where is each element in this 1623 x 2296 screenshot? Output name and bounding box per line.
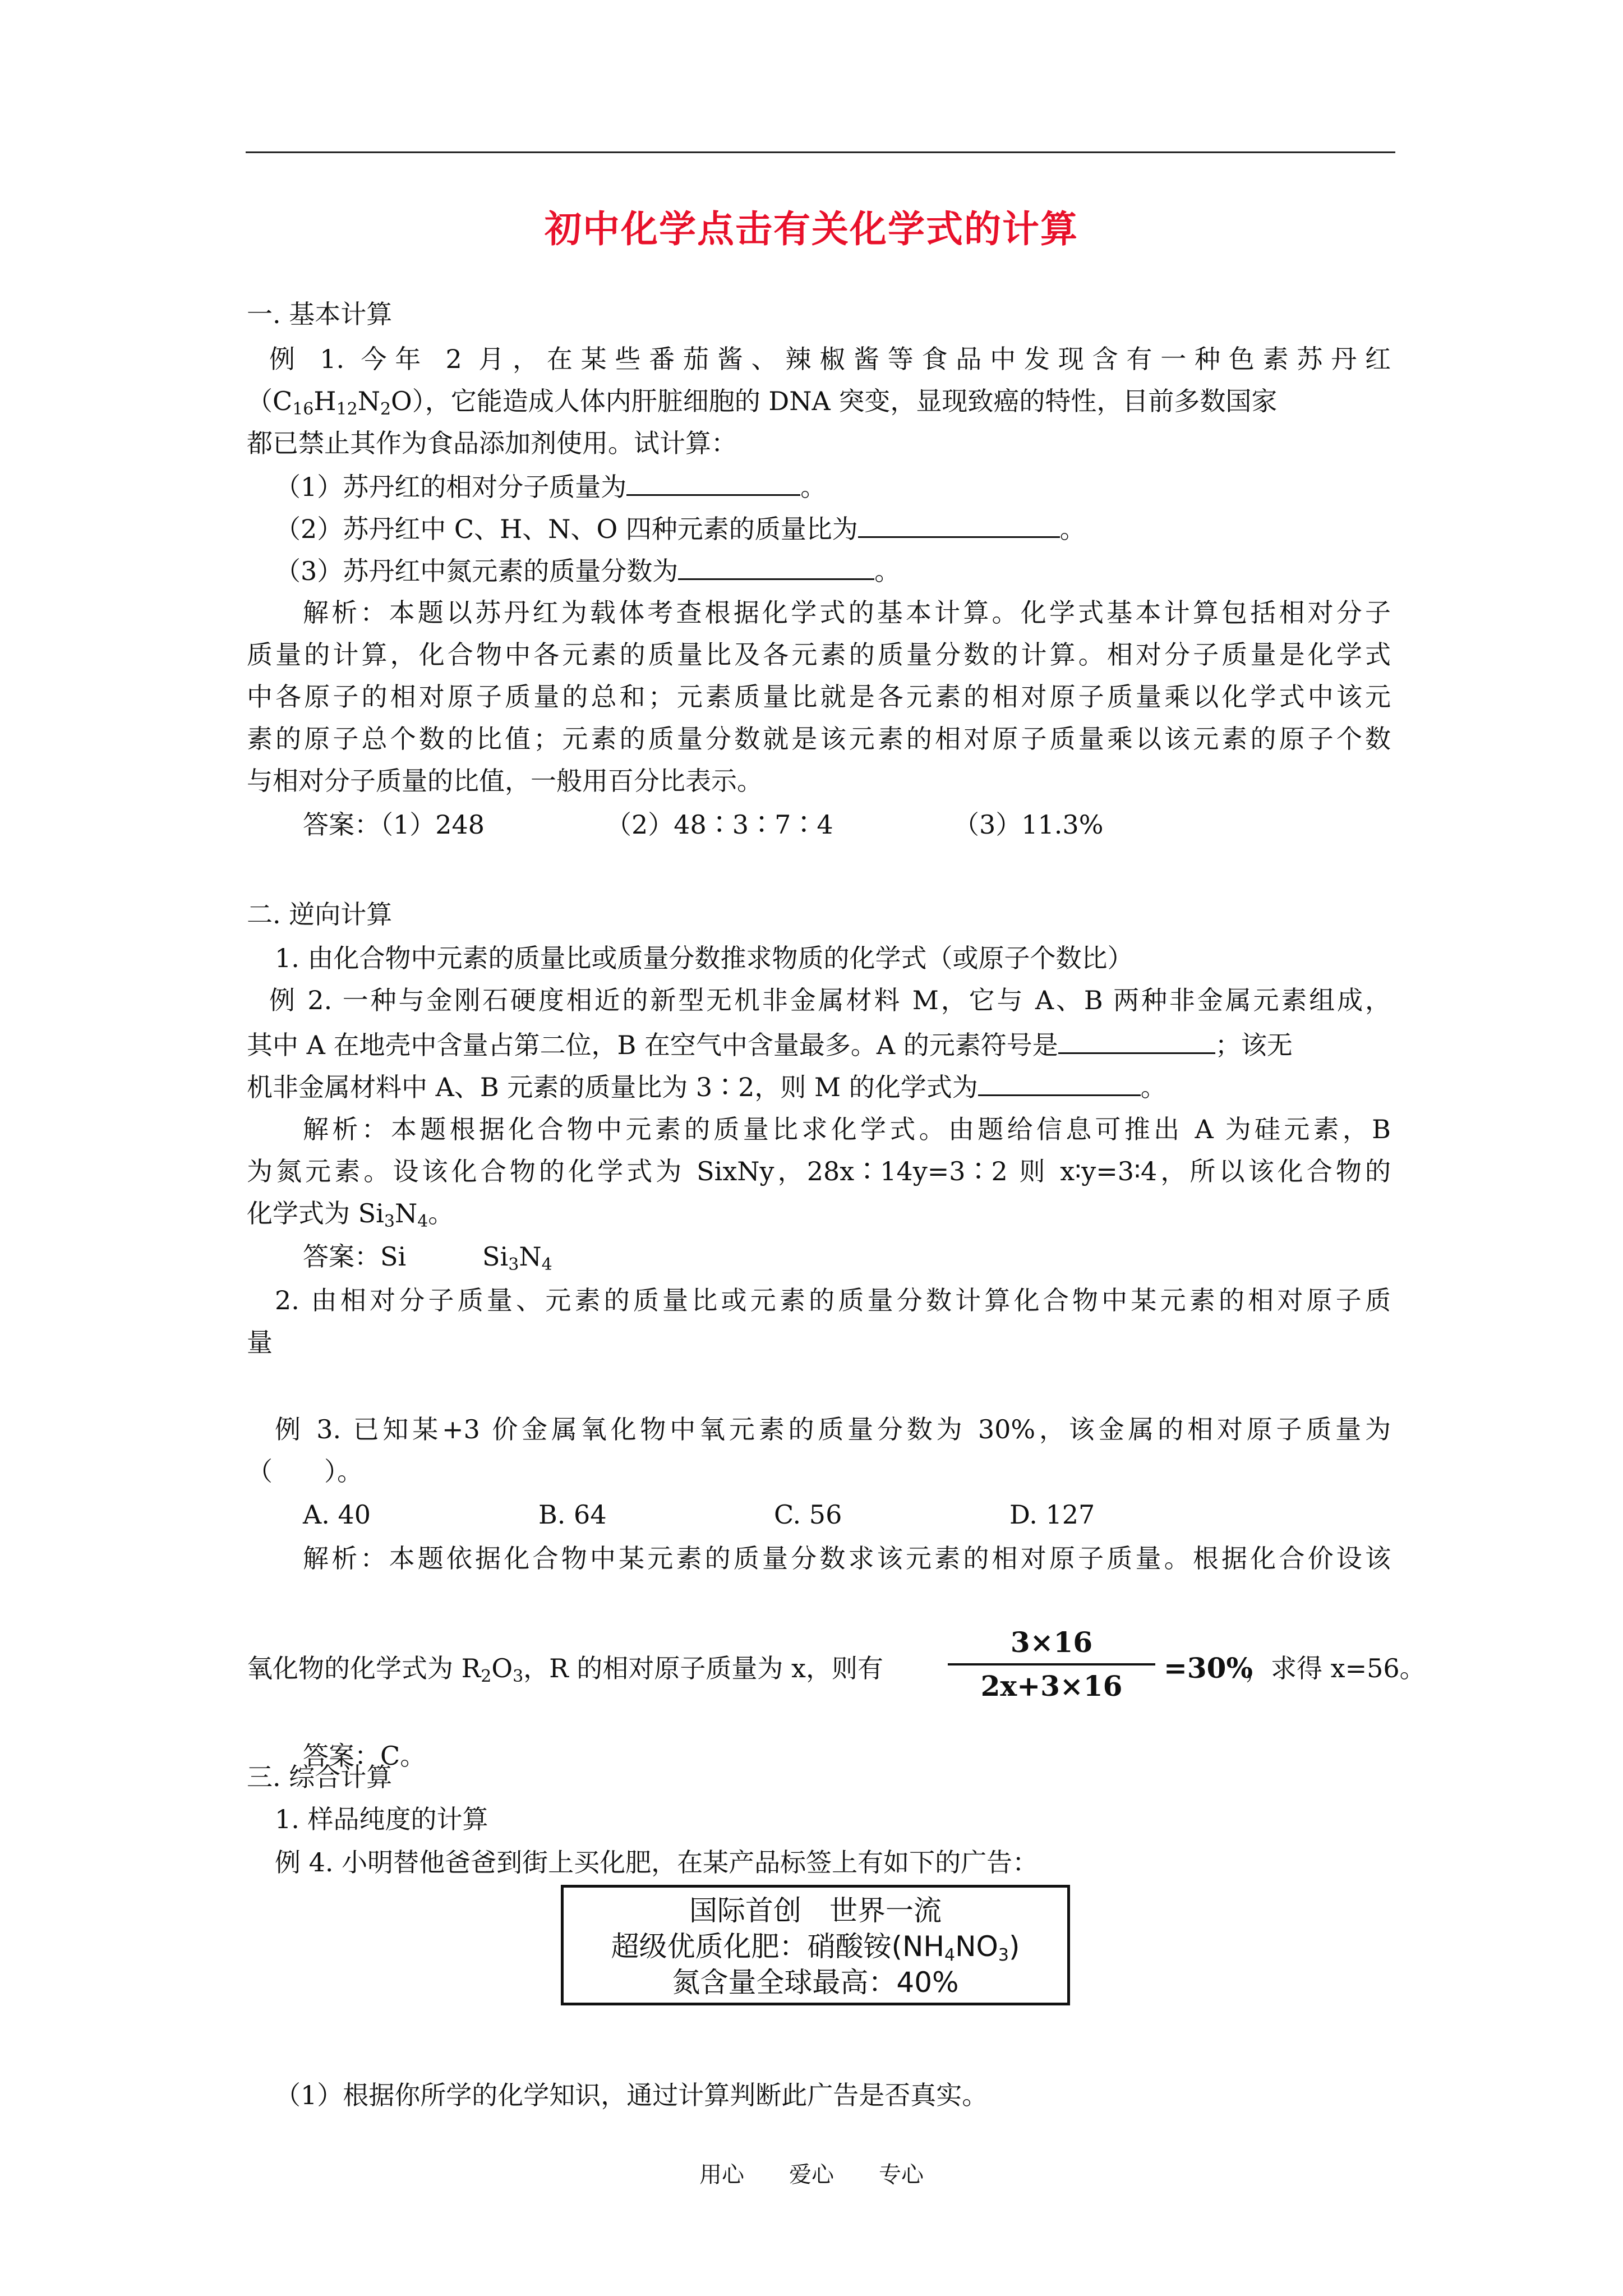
- fraction-result: =30%: [1164, 1651, 1253, 1685]
- analysis-line: ，求得 x=56。: [1245, 1653, 1426, 1683]
- analysis-line: 为氮元素。设该化合物的化学式为 SixNy，28x∶14y=3∶2 则 x∶y=3∶4，所以该化合物的: [247, 1156, 1391, 1186]
- question-line: （1）苏丹红的相对分子质量为 。: [275, 468, 826, 502]
- answer-blank[interactable]: [678, 553, 874, 580]
- subsection-heading: 1. 由化合物中元素的质量比或质量分数推求物质的化学式（或原子个数比）: [275, 943, 1133, 973]
- analysis-line: 氧化物的化学式为 $R_2O_3$，R 的相对原子质量为 x，则有: [247, 1653, 883, 1686]
- analysis-line: 解析：本题根据化合物中元素的质量比求化学式。由题给信息可推出 A 为硅元素，B: [303, 1114, 1391, 1144]
- analysis-line: 解析：本题依据化合物中某元素的质量分数求该元素的相对原子质量。根据化合价设该: [303, 1543, 1391, 1573]
- option-b: B. 64: [538, 1499, 607, 1530]
- header-rule: [246, 151, 1395, 153]
- paragraph-line: 其中 A 在地壳中含量占第二位，B 在空气中含量最多。A 的元素符号是 ；该无: [247, 1027, 1293, 1060]
- analysis-line: 素的原子总个数的比值；元素的质量分数就是该元素的相对原子质量乘以该元素的原子个数: [247, 724, 1391, 754]
- analysis-line: 解析：本题以苏丹红为载体考查根据化学式的基本计算。化学式基本计算包括相对分子: [303, 597, 1391, 628]
- ad-line: 氮含量全球最高：40%: [672, 1966, 959, 1999]
- option-d: D. 127: [1009, 1499, 1095, 1530]
- section-heading: 一. 基本计算: [247, 299, 393, 329]
- answer-line: 答案：（1）248: [303, 809, 485, 840]
- section-heading: 二. 逆向计算: [247, 899, 393, 930]
- ad-line: 超级优质化肥：硝酸铵$(NH_4NO_3)$: [611, 1930, 1020, 1965]
- option-a: A. 40: [303, 1499, 371, 1530]
- paragraph-line: 例 2. 一种与金刚石硬度相近的新型无机非金属材料 M，它与 A、B 两种非金属元素组成，: [269, 985, 1391, 1015]
- question-line: （1）根据你所学的化学知识，通过计算判断此广告是否真实。: [275, 2080, 988, 2110]
- subsection-heading: 量: [247, 1327, 273, 1358]
- answer-blank[interactable]: [858, 510, 1060, 538]
- option-c: C. 56: [774, 1499, 842, 1530]
- fraction-numerator: 3×16: [1010, 1626, 1093, 1659]
- paragraph-line: $(C_{16}H_{12}N_2O)$，它能造成人体内肝脏细胞的 DNA 突变，显现致癌的特性，目前多数国家: [247, 386, 1278, 419]
- page-title: 初中化学点击有关化学式的计算: [545, 207, 1078, 251]
- question-line: （3）苏丹红中氮元素的质量分数为 。: [275, 553, 900, 586]
- answer-line: 答案：C。: [303, 1741, 426, 1771]
- answer-blank[interactable]: [1058, 1027, 1215, 1054]
- ad-line: 国际首创 世界一流: [689, 1894, 942, 1927]
- answer-blank[interactable]: [626, 468, 800, 496]
- paragraph-line: 例 3. 已知某+3 价金属氧化物中氧元素的质量分数为 30%，该金属的相对原子质量为: [275, 1414, 1391, 1444]
- paragraph-line: 都已禁止其作为食品添加剂使用。试计算：: [247, 428, 737, 458]
- answer-line: （3）11.3%: [953, 809, 1104, 840]
- question-line: （2）苏丹红中 C、H、N、O 四种元素的质量比为 。: [275, 510, 1086, 544]
- paragraph-line: 例 1. 今年 2 月，在某些番茄酱、辣椒酱等食品中发现含有一种色素苏丹红: [269, 344, 1391, 374]
- analysis-line: 中各原子的相对原子质量的总和；元素质量比就是各元素的相对原子质量乘以化学式中该元: [247, 682, 1391, 712]
- paragraph-line: 例 4. 小明替他爸爸到街上买化肥，在某产品标签上有如下的广告：: [275, 1847, 1039, 1878]
- advertisement-label: [561, 1885, 1070, 2005]
- fraction-bar: [948, 1663, 1155, 1665]
- analysis-line: 化学式为 $Si_3N_4$。: [247, 1198, 454, 1231]
- formula-fraction: [948, 1624, 1155, 1705]
- subsection-heading: 1. 样品纯度的计算: [275, 1804, 488, 1834]
- subsection-heading: 2. 由相对分子质量、元素的质量比或元素的质量分数计算化合物中某元素的相对原子质: [275, 1285, 1391, 1315]
- answer-blank[interactable]: [978, 1069, 1141, 1096]
- analysis-line: 与相对分子质量的比值，一般用百分比表示。: [247, 766, 763, 796]
- answer-line: $Si_3N_4$: [482, 1241, 552, 1274]
- answer-line: 答案：Si: [303, 1241, 407, 1272]
- paragraph-line: 机非金属材料中 A、B 元素的质量比为 3∶2，则 M 的化学式为 。: [247, 1069, 1166, 1102]
- answer-line: （2）48∶3∶7∶4: [606, 809, 833, 840]
- page-footer: 用心 爱心 专心: [699, 2162, 924, 2188]
- paragraph-line: （ ）。: [247, 1456, 363, 1487]
- analysis-line: 质量的计算，化合物中各元素的质量比及各元素的质量分数的计算。相对分子质量是化学式: [247, 639, 1391, 670]
- section-heading: 三. 综合计算: [247, 1762, 393, 1792]
- fraction-denominator: 2x+3×16: [980, 1669, 1123, 1703]
